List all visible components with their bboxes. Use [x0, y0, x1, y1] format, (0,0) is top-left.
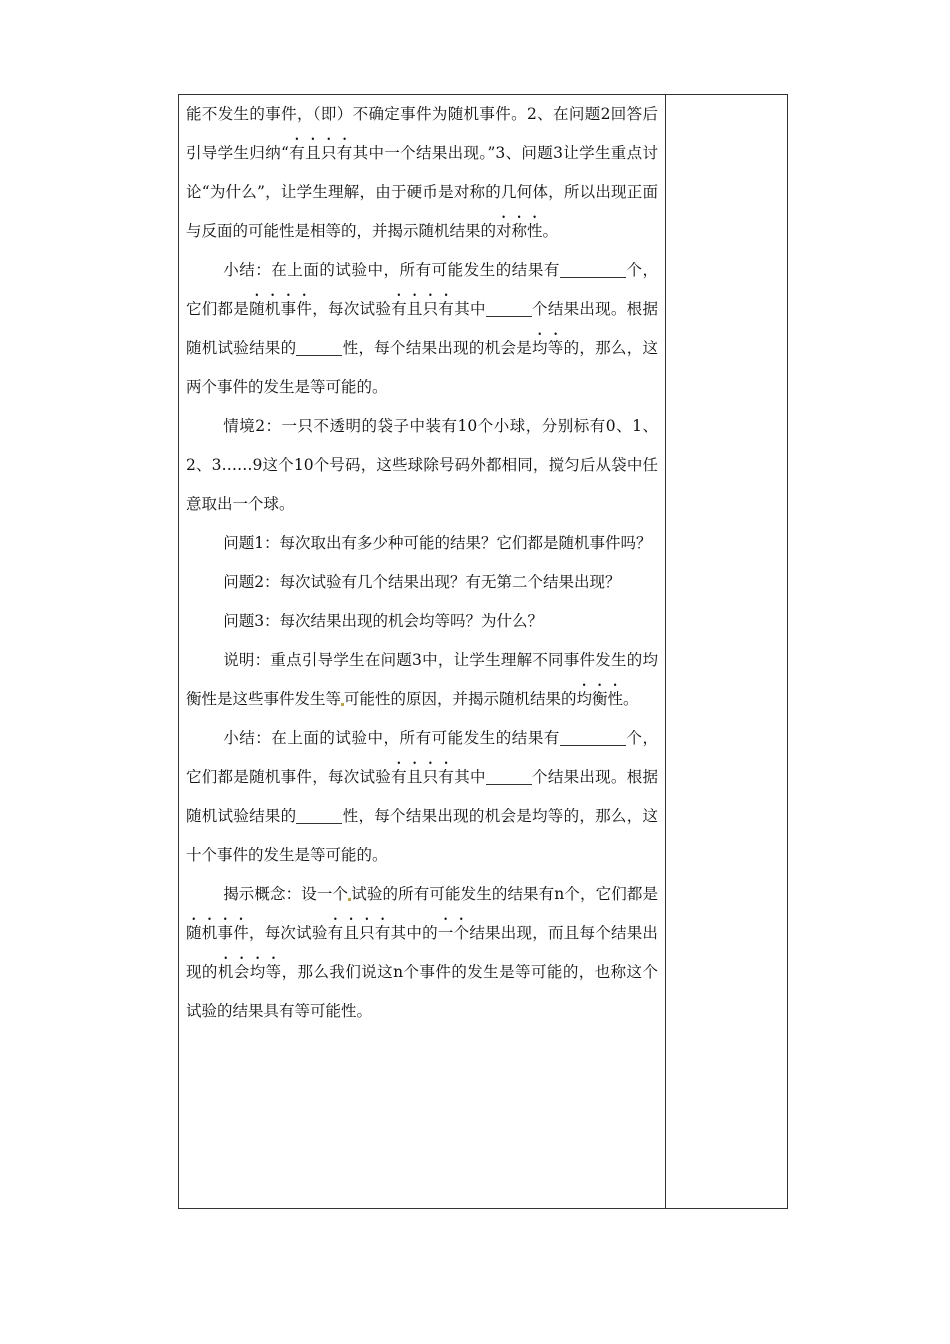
- paragraph: [186, 641, 658, 719]
- emphasized-text: 随机事件: [186, 924, 249, 942]
- content-cell: [186, 95, 658, 1031]
- lesson-table: [178, 94, 788, 1209]
- text-run: ，那么我们说这n个事件的发生是等可能的，也称这个试验的结果具有等可能性。: [186, 963, 658, 1020]
- fill-in-blank: [486, 769, 532, 786]
- emphasized-text: 一个: [437, 924, 470, 942]
- emphasized-text: 有且只有: [391, 300, 455, 318]
- text-run: 其中一个结果出现。”3、问题3让学生重点讨论“为什么”，让学生理解，由于硬币是对称的几何体，所以出现正面与反面的可能性是相等的，并揭示随机结果的: [186, 144, 658, 240]
- paragraph: [186, 875, 658, 1031]
- fill-in-blank: [486, 301, 532, 318]
- text-run: ，每次试验: [248, 924, 328, 942]
- fill-in-blank: [560, 730, 626, 747]
- emphasized-text: 对称性: [496, 222, 543, 240]
- text-run: 个，它们都是: [186, 261, 658, 318]
- emphasized-text: 随机事件: [249, 300, 313, 318]
- emphasized-text: 有且只有: [288, 144, 353, 162]
- fill-in-blank: [296, 808, 342, 825]
- text-run: 性，每个结果出现的机会是均等的，那么，这十个事件的发生是等可能的。: [186, 807, 658, 864]
- text-run: 揭示概念：设一个: [223, 885, 349, 903]
- fill-in-blank: [296, 340, 342, 357]
- fill-in-blank: [560, 262, 626, 279]
- paragraph: [186, 407, 658, 524]
- text-run: 的，那么，这两个事件的发生是等可能的。: [186, 339, 658, 396]
- emphasized-text: 均等: [532, 339, 564, 357]
- emphasized-text: 有且只有: [327, 924, 391, 942]
- paragraph: [186, 251, 658, 407]
- text-run: 问题1：每次取出有多少种可能的结果？它们都是随机事件吗？: [223, 534, 652, 552]
- text-run: 可能性的原因，并揭示随机结果的: [344, 690, 577, 708]
- text-run: 其中: [454, 300, 486, 318]
- text-run: 。: [542, 222, 559, 240]
- text-run: 其中: [454, 768, 486, 786]
- emphasized-text: 机会均等: [217, 963, 282, 981]
- text-run: 问题2：每次试验有几个结果出现？有无第二个结果出现？: [223, 573, 621, 591]
- text-run: 个结果出现。根据随机试验结果的: [186, 768, 658, 825]
- emphasized-text: 均衡性: [576, 690, 624, 708]
- text-run: ，每次试验: [312, 300, 392, 318]
- paragraph: [186, 719, 658, 875]
- text-run: 能不发生的事件，（即）不确定事件为随机事件。2、在问题2回答后引导学生归纳“: [186, 105, 658, 162]
- text-run: 小结：在上面的试验中，所有可能发生的结果有: [223, 729, 560, 747]
- text-run: 小结：在上面的试验中，所有可能发生的结果有: [223, 261, 560, 279]
- paragraph: [186, 563, 658, 602]
- text-run: 说明：重点引导学生在问题3中，让学生理解不同事件发生的均衡性是这些事件发生等: [186, 651, 658, 708]
- text-run: 情境2：一只不透明的袋子中装有10个小球，分别标有0、1、2、3……9这个10个号码，这些球除号码外都相同，搅匀后从袋中任意取出一个球。: [186, 417, 658, 513]
- paragraph: [186, 95, 658, 251]
- emphasized-text: 有且只有: [391, 768, 455, 786]
- text-run: 。: [623, 690, 639, 708]
- notes-cell: [666, 95, 787, 1208]
- text-run: 个，它们都是随机事件，每次试验: [186, 729, 658, 786]
- text-run: 试验的所有可能发生的结果有n个，它们都是: [351, 885, 658, 903]
- text-run: 问题3：每次结果出现的机会均等吗？为什么？: [223, 612, 544, 630]
- text-run: 其中的: [390, 924, 438, 942]
- text-run: 结果出现，而且每个结果出现的: [186, 924, 658, 981]
- paragraph: [186, 524, 658, 563]
- text-run: 个结果出现。根据随机试验结果的: [186, 300, 658, 357]
- text-run: 性，每个结果出现的机会是: [342, 339, 533, 357]
- paragraph: [186, 602, 658, 641]
